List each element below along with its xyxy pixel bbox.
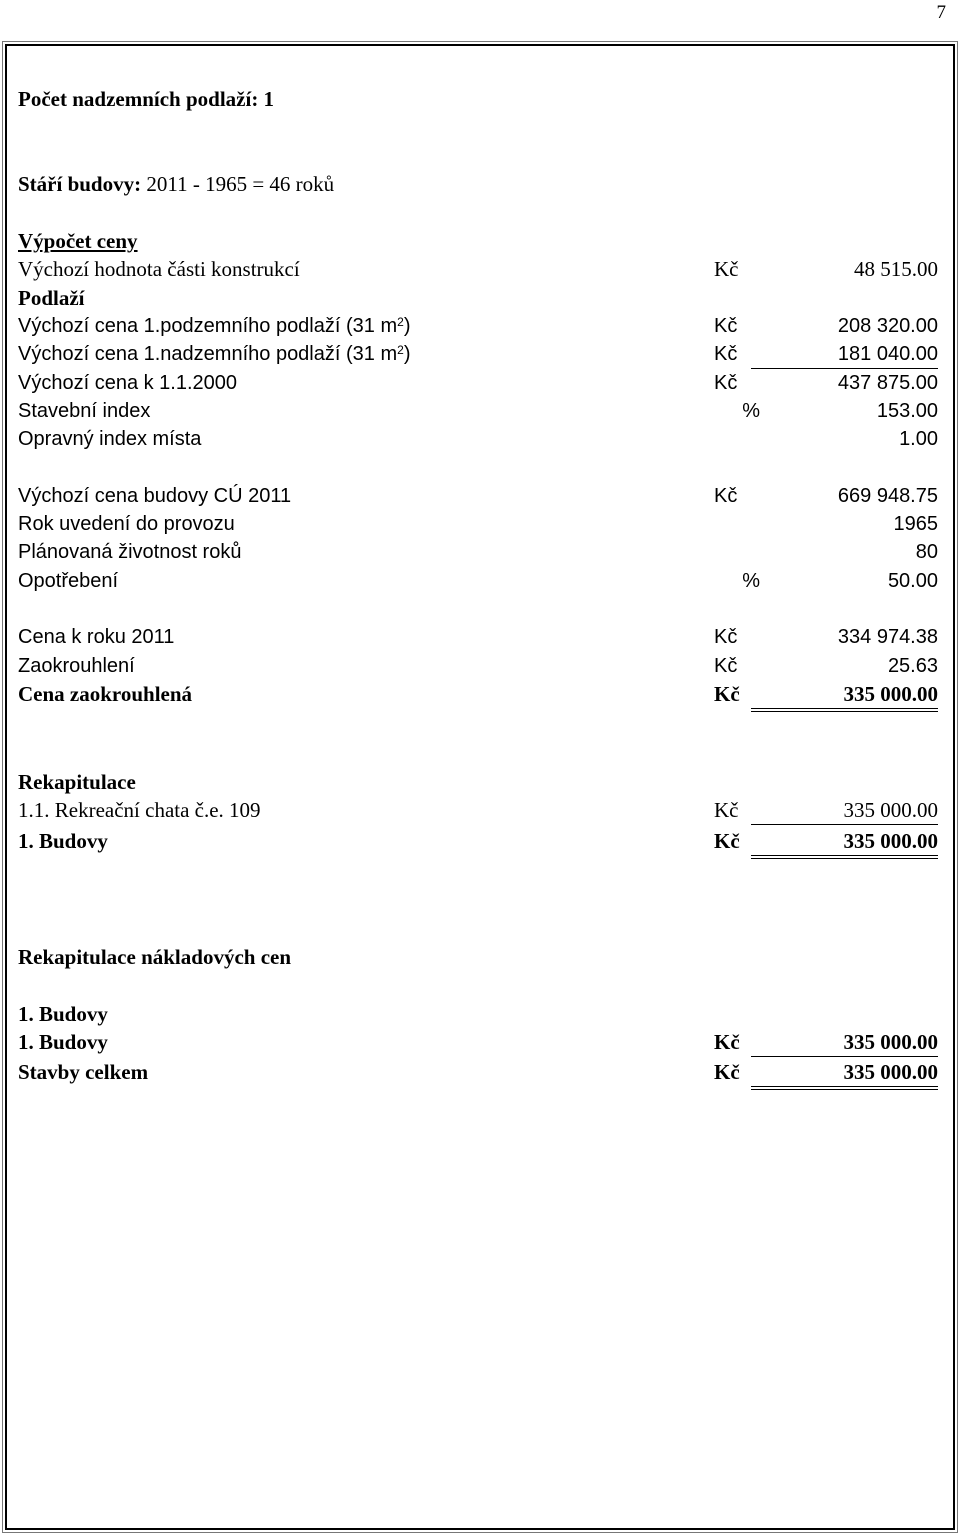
row-value: 50.00 [887, 570, 938, 592]
row-lifetime [18, 538, 938, 566]
row-cost-buildings [18, 1028, 938, 1056]
cost-recap-group: 1. Budovy [18, 1002, 108, 1026]
row-price-cu [18, 482, 938, 510]
cost-recap-heading: Rekapitulace nákladových cen [18, 945, 292, 969]
row-value: 48 515.00 [854, 257, 938, 281]
row-label: Výchozí cena 1.nadzemního podlaží (31 $m^2$) [18, 343, 411, 365]
row-unit: Kč [714, 626, 738, 648]
building-age-label: Stáří budovy: [18, 172, 142, 196]
row-value: 153.00 [876, 400, 938, 422]
row-value: 335 000.00 [751, 827, 938, 859]
row-unit: Kč [714, 257, 739, 281]
row-value: 437 875.00 [837, 372, 938, 394]
row-wear [18, 567, 938, 595]
row-label: Opravný index místa [18, 428, 202, 450]
row-label: Výchozí cena k 1.1.2000 [18, 372, 238, 394]
row-value: 208 320.00 [837, 315, 938, 337]
row-value: 335 000.00 [751, 680, 938, 712]
row-label: Cena k roku 2011 [18, 626, 175, 648]
row-label: Plánovaná životnost roků [18, 541, 242, 563]
building-age-value: 2011 - 1965 = 46 roků [146, 172, 335, 196]
row-recap-total [18, 827, 938, 855]
row-unit: % [742, 570, 760, 592]
row-value: 669 948.75 [837, 485, 938, 507]
row-price-2000 [18, 369, 938, 397]
row-value: 25.63 [887, 655, 938, 677]
row-value: 181 040.00 [751, 340, 938, 369]
row-unit: Kč [714, 372, 738, 394]
row-label: Rok uvedení do provozu [18, 513, 235, 535]
row-value: 335 000.00 [751, 1058, 938, 1090]
row-label: 1.1. Rekreační chata č.e. 109 [18, 798, 261, 822]
row-underground [18, 312, 938, 340]
row-aboveground [18, 340, 938, 368]
row-unit: Kč [714, 682, 740, 706]
row-recap-item [18, 796, 938, 824]
row-loc-index [18, 425, 938, 453]
row-unit: Kč [714, 798, 739, 822]
floors-heading: Podlaží [18, 286, 85, 310]
row-unit: Kč [714, 485, 738, 507]
row-unit: % [742, 400, 760, 422]
row-value: 335 000.00 [751, 796, 938, 825]
building-age [18, 170, 334, 198]
row-rounding [18, 652, 938, 680]
row-rounded [18, 680, 938, 708]
row-unit: Kč [714, 1030, 740, 1054]
row-label: 1. Budovy [18, 829, 108, 853]
row-label: Výchozí cena budovy CÚ 2011 [18, 485, 292, 507]
row-value: 1.00 [899, 428, 938, 450]
row-label: Výchozí cena 1.podzemního podlaží (31 $m^2$) [18, 315, 411, 337]
row-price-2011 [18, 623, 938, 651]
row-value: 1965 [893, 513, 938, 535]
row-unit: Kč [714, 315, 738, 337]
row-build-index [18, 397, 938, 425]
row-label: Cena zaokrouhlená [18, 682, 193, 706]
row-unit: Kč [714, 655, 738, 677]
row-label: Výchozí hodnota části konstrukcí [18, 257, 300, 281]
row-unit: Kč [714, 829, 740, 853]
calc-heading: Výpočet ceny [18, 229, 138, 253]
row-value: 80 [915, 541, 938, 563]
row-label: Stavby celkem [18, 1060, 149, 1084]
row-unit: Kč [714, 1060, 740, 1084]
row-cost-total [18, 1058, 938, 1086]
row-label: 1. Budovy [18, 1030, 108, 1054]
row-value: 334 974.38 [837, 626, 938, 648]
page-number: 7 [936, 2, 946, 23]
row-label: Opotřebení [18, 570, 119, 592]
floors-count: Počet nadzemních podlaží: 1 [18, 87, 275, 111]
row-value: 335 000.00 [751, 1028, 938, 1057]
row-base-value [18, 255, 938, 283]
row-label: Stavební index [18, 400, 151, 422]
row-label: Zaokrouhlení [18, 655, 135, 677]
row-year-in-use [18, 510, 938, 538]
recap-heading: Rekapitulace [18, 770, 136, 794]
row-unit: Kč [714, 343, 738, 365]
